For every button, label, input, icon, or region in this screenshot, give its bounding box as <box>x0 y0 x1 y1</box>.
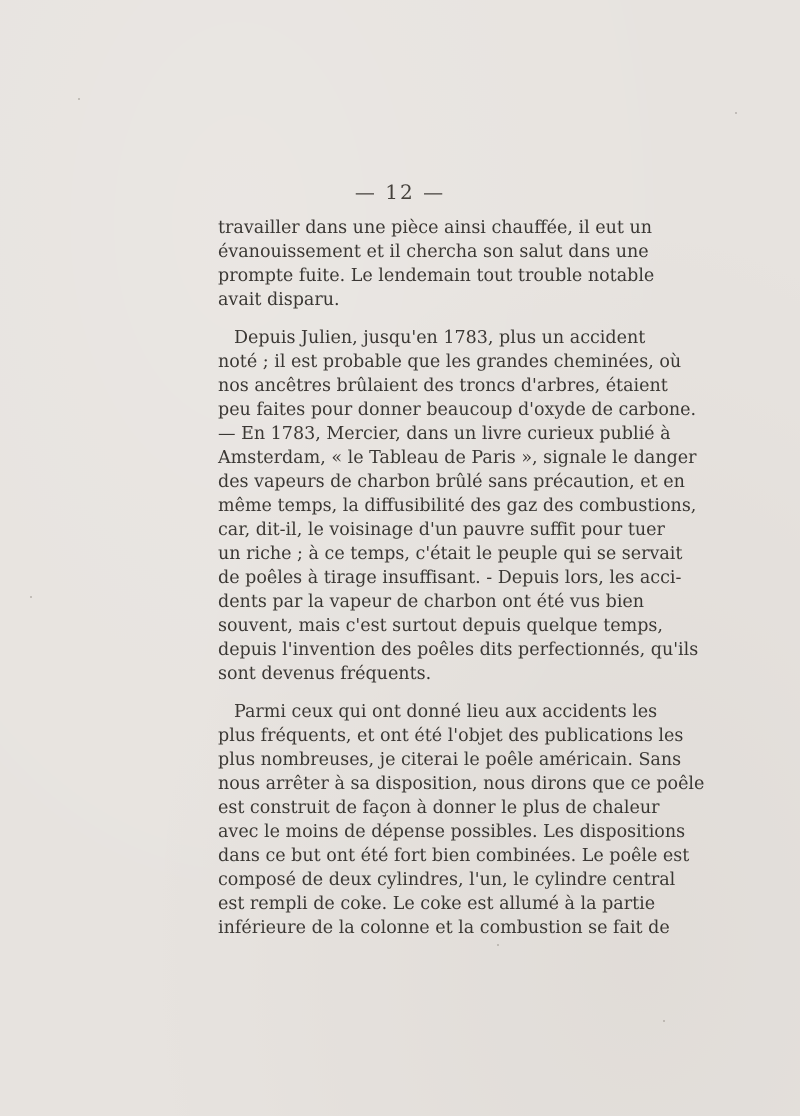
text-line: sont devenus fréquents. <box>218 664 432 684</box>
text-line: — En 1783, Mercier, dans un livre curieux publié à <box>218 424 671 444</box>
text-line: même temps, la diffusibilité des gaz des combustions, <box>218 496 697 516</box>
text-line: avec le moins de dépense possibles. Les dispositions <box>218 822 686 842</box>
text-line: nous arrêter à sa disposition, nous dirons que ce poêle <box>218 774 705 794</box>
text-line: prompte fuite. Le lendemain tout trouble notable <box>218 266 655 286</box>
paper-speck <box>30 596 32 598</box>
text-line: noté ; il est probable que les grandes cheminées, où <box>218 352 682 372</box>
text-line: plus fréquents, et ont été l'objet des publications les <box>218 726 684 746</box>
text-line: souvent, mais c'est surtout depuis quelque temps, <box>218 616 663 636</box>
text-line: Amsterdam, « le Tableau de Paris », signale le danger <box>218 448 697 468</box>
text-line: des vapeurs de charbon brûlé sans précaution, et en <box>218 472 685 492</box>
text-line: Parmi ceux qui ont donné lieu aux accidents les <box>234 702 658 722</box>
text-line: composé de deux cylindres, l'un, le cylindre central <box>218 870 676 890</box>
text-line: inférieure de la colonne et la combustion se fait de <box>218 918 670 938</box>
paper-speck <box>78 98 80 100</box>
paper-speck <box>735 112 737 114</box>
paper-speck <box>497 944 499 946</box>
paragraph-3 <box>218 700 705 940</box>
text-line: plus nombreuses, je citerai le poêle américain. Sans <box>218 750 682 770</box>
text-line: depuis l'invention des poêles dits perfectionnés, qu'ils <box>218 640 699 660</box>
text-line: un riche ; à ce temps, c'était le peuple qui se servait <box>218 544 683 564</box>
text-line: dents par la vapeur de charbon ont été vus bien <box>218 592 645 612</box>
text-line: car, dit-il, le voisinage d'un pauvre suffit pour tuer <box>218 520 665 540</box>
paper-speck <box>663 1020 665 1022</box>
body-text <box>218 216 705 940</box>
text-line: est construit de façon à donner le plus de chaleur <box>218 798 660 818</box>
text-line: travailler dans une pièce ainsi chauffée, il eut un <box>218 218 653 238</box>
paragraph-1 <box>218 216 655 312</box>
text-line: nos ancêtres brûlaient des troncs d'arbres, étaient <box>218 376 668 396</box>
text-line: peu faites pour donner beaucoup d'oxyde de carbone. <box>218 400 697 420</box>
text-line: évanouissement et il chercha son salut dans une <box>218 242 649 262</box>
text-line: est rempli de coke. Le coke est allumé à la partie <box>218 894 656 914</box>
page-number: — 12 — <box>354 180 446 204</box>
paragraph-2 <box>218 326 699 686</box>
text-line: de poêles à tirage insuffisant. - Depuis lors, les acci- <box>218 568 682 588</box>
text-line: avait disparu. <box>218 290 340 310</box>
text-line: Depuis Julien, jusqu'en 1783, plus un accident <box>234 328 646 348</box>
text-line: dans ce but ont été fort bien combinées. Le poêle est <box>218 846 690 866</box>
